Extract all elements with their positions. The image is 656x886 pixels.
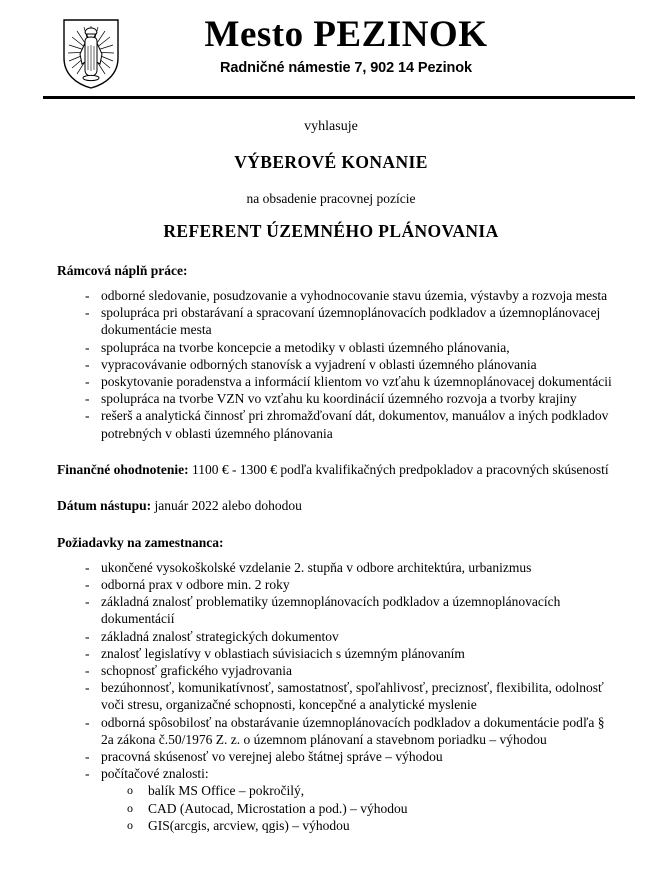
list-item: - základná znalosť problematiky územnoplánovacích podkladov a územnoplánovacích dokumentácií (85, 593, 616, 627)
list-item: - bezúhonnosť, komunikatívnosť, samostatnosť, spoľahlivosť, preciznosť, flexibilita, odolnosť voči stresu, organizačné schopnosti, koncepčné a analytické myslenie (85, 679, 616, 713)
duties-list (57, 287, 616, 442)
announce-heading: VÝBEROVÉ KONANIE (234, 152, 428, 172)
job-position-title: REFERENT ÚZEMNÉHO PLÁNOVANIA (163, 221, 499, 241)
list-item: - znalosť legislatívy v oblastiach súvisiacich s územným plánovaním (85, 645, 616, 662)
duties-heading: Rámcová náplň práce: (57, 263, 188, 278)
list-item: - odborná prax v odbore min. 2 roky (85, 576, 616, 593)
list-item: - vypracovávanie odborných stanovísk a vyjadrení v oblasti územného plánovania (85, 356, 616, 373)
list-item: - spolupráca na tvorbe koncepcie a metodiky v oblasti územného plánovania, (85, 339, 616, 356)
list-item: o CAD (Autocad, Microstation a pod.) – výhodou (127, 800, 616, 817)
list-item: - poskytovanie poradenstva a informácií klientom vo vzťahu k územnoplánovacej dokumentácii (85, 373, 616, 390)
salary-value: 1100 € - 1300 € podľa kvalifikačných predpokladov a pracovných skúseností (188, 461, 609, 477)
list-item: o balík MS Office – pokročilý, (127, 782, 616, 799)
list-item: o GIS(arcgis, arcview, qgis) – výhodou (127, 817, 616, 834)
list-item: - ukončené vysokoškolské vzdelanie 2. stupňa v odbore architektúra, urbanizmus (85, 559, 616, 576)
organization-address: Radničné námestie 7, 902 14 Pezinok (220, 60, 472, 76)
list-item (85, 765, 616, 834)
announcement-block (0, 118, 656, 242)
letterhead-divider (43, 96, 635, 99)
salary-label: Finančné ohodnotenie: (57, 461, 189, 477)
requirements-list (57, 559, 616, 834)
computer-skills-label: počítačové znalosti: (101, 766, 209, 782)
list-item: - odborná spôsobilosť na obstarávanie územnoplánovacích podkladov a dokumentácie podľa § 2a zákona č.50/1976 Z. z. o územnom plánovaní a stavebnom poriadku – výhodou (85, 714, 616, 748)
list-item: - schopnosť grafického vyjadrovania (85, 662, 616, 679)
pezinok-coat-of-arms-icon (62, 18, 120, 90)
list-item: - pracovná skúsenosť vo verejnej alebo štátnej správe – výhodou (85, 748, 616, 765)
list-item: - rešerš a analytická činnosť pri zhromažďovaní dát, dokumentov, manuálov a iných podkladov potrebných v oblasti územného plánovania (85, 407, 616, 441)
announce-verb: vyhlasuje (304, 119, 358, 134)
salary-line (57, 461, 616, 478)
document-body (0, 262, 656, 834)
start-date-label: Dátum nástupu: (57, 497, 152, 513)
list-item: - odborné sledovanie, posudzovanie a vyhodnocovanie stavu územia, výstavby a rozvoja mesta (85, 287, 616, 304)
list-item: - spolupráca na tvorbe VZN vo vzťahu ku koordinácií územného rozvoja a tvorby krajiny (85, 390, 616, 407)
requirements-heading: Požiadavky na zamestnanca: (57, 534, 224, 550)
computer-skills-list (101, 782, 616, 834)
organization-title: Mesto PEZINOK (204, 14, 488, 55)
start-date-value: január 2022 alebo dohodou (151, 497, 302, 513)
start-date-line (57, 497, 616, 514)
announce-subheading: na obsadenie pracovnej pozície (246, 191, 416, 206)
letterhead (0, 0, 656, 100)
list-item: - základná znalosť strategických dokumentov (85, 628, 616, 645)
list-item: - spolupráca pri obstarávaní a spracovaní územnoplánovacích podkladov a územnoplánovacej dokumentácie mesta (85, 304, 616, 338)
